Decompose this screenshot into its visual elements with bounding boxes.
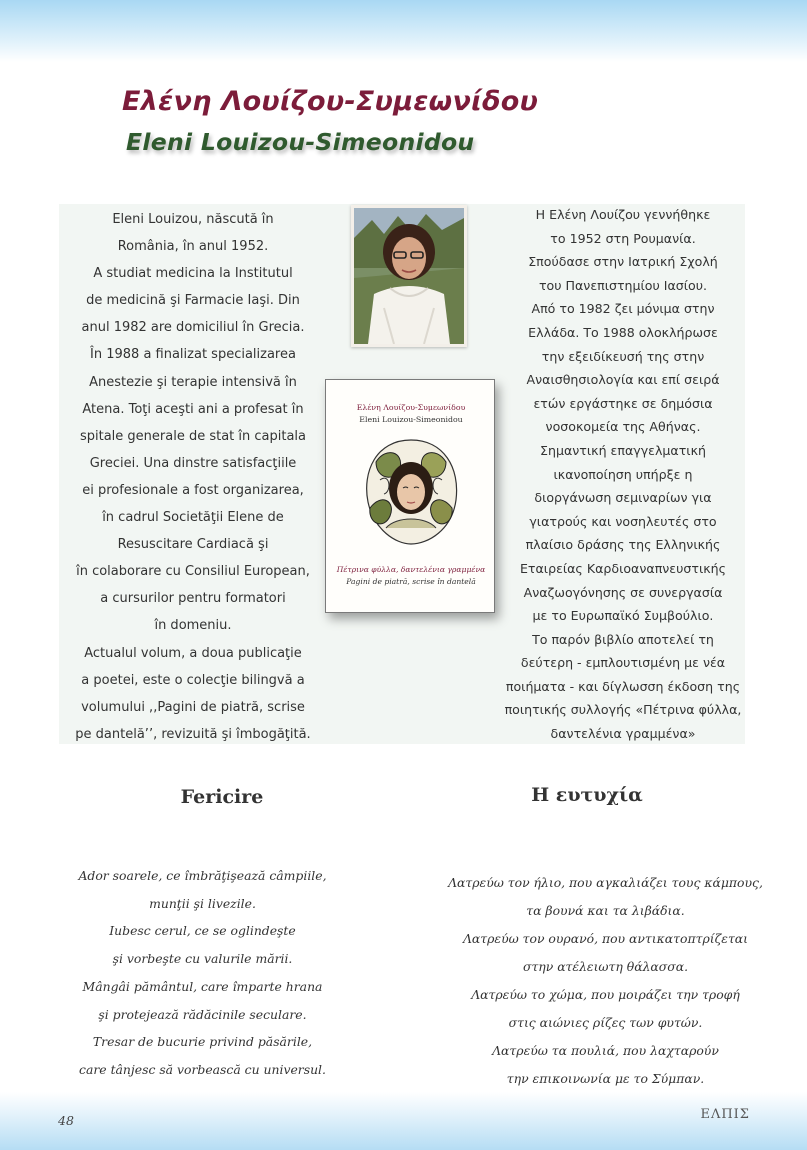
bio-gr-line: ποιήματα - και δίγλωσση έκδοση της <box>505 678 741 694</box>
bio-gr-line: Σημαντική επαγγελματική <box>540 442 706 458</box>
poem-ro-line: Mângâi pământul, care împarte hrana <box>82 978 323 994</box>
poem-gr-line: τα βουνά και τα λιβάδια. <box>526 903 685 918</box>
poem-ro-line: care tânjesc să vorbească cu universul. <box>79 1061 326 1077</box>
poem-ro-line: Tresar de bucurie privind păsările, <box>92 1034 313 1050</box>
bio-ro-line: România, în anul 1952. <box>117 239 269 255</box>
bio-ro-line: de medicină şi Farmacie Iaşi. Din <box>86 293 300 309</box>
bio-gr-line: ποιητικής συλλογής «Πέτρινα φύλλα, <box>504 702 742 718</box>
poem-gr-line: την επικοινωνία με το Σύμπαν. <box>506 1071 705 1086</box>
bio-gr-line: Το παρόν βιβλίο αποτελεί τη <box>532 631 714 647</box>
bio-gr-line: διοργάνωση σεμιναρίων για <box>534 490 712 506</box>
author-name-greek: Ελένη Λουίζου-Συμεωνίδου <box>122 86 539 117</box>
bio-gr-line: δεύτερη - εμπλουτισμένη με νέα <box>520 655 726 671</box>
bio-ro-line: A studiat medicina la Institutul <box>93 266 293 282</box>
poem-gr-line: στην ατέλειωτη θάλασσα. <box>522 959 689 974</box>
cover-author-latin: Eleni Louizou-Simeonidou <box>359 415 463 424</box>
bio-ro-line: Resuscitare Cardiacă şi <box>117 537 269 553</box>
bio-ro-line: în domeniu. <box>154 618 232 634</box>
bio-gr-line: το 1952 στη Ρουμανία. <box>550 230 696 246</box>
bio-ro-line: Anestezie şi terapie intensivă în <box>89 374 297 390</box>
bio-gr-line: την εξειδίκευσή της στην <box>541 348 705 364</box>
bio-ro-line: anul 1982 are domiciliul în Grecia. <box>81 320 305 336</box>
poem-ro-line: şi vorbeşte cu valurile mării. <box>112 951 293 967</box>
bio-gr-line: δαντελένια γραμμένα» <box>550 726 696 742</box>
poem-title-greek: Η ευτυχία <box>531 784 643 806</box>
bio-gr-line: νοσοκομεία της Αθήνας. <box>545 419 701 435</box>
bio-gr-line: Αναισθησιολογία και επί σειρά <box>526 372 720 388</box>
bio-romanian <box>62 206 324 748</box>
poem-gr-line: Λατρεύω το χώμα, που μοιράζει την τροφή <box>471 987 740 1002</box>
bio-ro-line: Eleni Louizou, născută în <box>112 212 274 227</box>
bio-gr-line: Από το 1982 ζει μόνιμα στην <box>531 301 715 317</box>
poem-gr-line: στις αιώνιες ρίζες των φυτών. <box>508 1015 703 1030</box>
bio-ro-line: În 1988 a finalizat specializarea <box>90 347 296 363</box>
poem-ro-line: şi protejează rădăcinile seculare. <box>98 1006 307 1022</box>
bio-gr-line: Αναζωογόνησης σε συνεργασία <box>523 584 723 600</box>
bio-gr-line: γιατρούς και νοσηλευτές στο <box>529 513 717 529</box>
bio-gr-line: πλαίσιο δράσης της Ελληνικής <box>525 537 721 553</box>
page-number: 48 <box>58 1113 74 1128</box>
bio-ro-line: spitale generale de stat în capitala <box>79 428 307 444</box>
bio-gr-line: Η Ελένη Λουίζου γεννήθηκε <box>535 207 711 222</box>
bio-gr-line: Εταιρείας Καρδιοαναπνευστικής <box>519 560 727 576</box>
bio-ro-line: a cursurilor pentru formatori <box>100 591 286 607</box>
bio-gr-line: Ελλάδα. Το 1988 ολοκλήρωσε <box>528 324 718 340</box>
bio-gr-line: ετών εργάστηκε σε δημόσια <box>533 395 713 411</box>
poem-greek <box>438 869 773 1093</box>
bio-ro-line: a poetei, este o colecţie bilingvă a <box>81 672 305 688</box>
poem-ro-line: Iubesc cerul, ce se oglindeşte <box>109 923 296 939</box>
bio-ro-line: pe dantelă’’, revizuită şi îmbogăţită. <box>75 726 311 742</box>
bio-ro-line: în colaborare cu Consiliul European, <box>76 564 310 580</box>
poem-gr-line: Λατρεύω τον ουρανό, που αντικατοπτρίζεται <box>462 931 749 946</box>
bio-ro-line: Greciei. Una dinstre satisfacţiile <box>89 455 297 471</box>
bio-greek <box>452 203 794 746</box>
bio-ro-line: Actualul volum, a doua publicaţie <box>84 645 302 661</box>
bio-ro-line: ei profesionale a fost organizarea, <box>82 482 304 498</box>
poem-gr-line: Λατρεύω τα πουλιά, που λαχταρούν <box>492 1043 719 1058</box>
magazine-name: ΕΛΠΙΣ <box>700 1107 750 1122</box>
author-name-latin: Eleni Louizou-Simeonidou <box>126 128 475 156</box>
author-portrait-image <box>354 208 464 344</box>
poem-ro-line: munţii şi livezile. <box>149 895 256 911</box>
cover-illustration <box>356 432 466 550</box>
bio-gr-line: ικανοποίηση υπήρξε η <box>553 466 693 482</box>
poem-title-romanian: Fericire <box>180 786 264 808</box>
bio-gr-line: του Πανεπιστημίου Ιασίου. <box>538 277 708 293</box>
top-gradient-band <box>0 0 807 62</box>
bio-ro-line: volumului ,,Pagini de piatră, scrise <box>81 699 305 715</box>
poem-ro-line: Ador soarele, ce îmbrăţişează câmpiile, <box>78 868 327 883</box>
bio-ro-line: Atena. Toţi aceşti ani a profesat în <box>82 401 304 417</box>
author-photo <box>351 205 467 347</box>
poem-gr-line: Λατρεύω τον ήλιο, που αγκαλιάζει τους κάμπους, <box>448 875 763 890</box>
cover-title-romanian: Pagini de piatră, scrise în dantelă <box>346 577 476 586</box>
bio-gr-line: με το Ευρωπαϊκό Συμβούλιο. <box>532 608 714 624</box>
cover-title-greek: Πέτρινα φύλλα, δαντελένια γραμμένα <box>336 565 486 574</box>
bio-gr-line: Σπούδασε στην Ιατρική Σχολή <box>528 254 718 270</box>
bio-ro-line: în cadrul Societăţii Elene de <box>102 510 284 526</box>
poem-romanian <box>60 862 345 1084</box>
cover-author-greek: Ελένη Λουίζου-Συμεωνίδου <box>356 403 466 412</box>
